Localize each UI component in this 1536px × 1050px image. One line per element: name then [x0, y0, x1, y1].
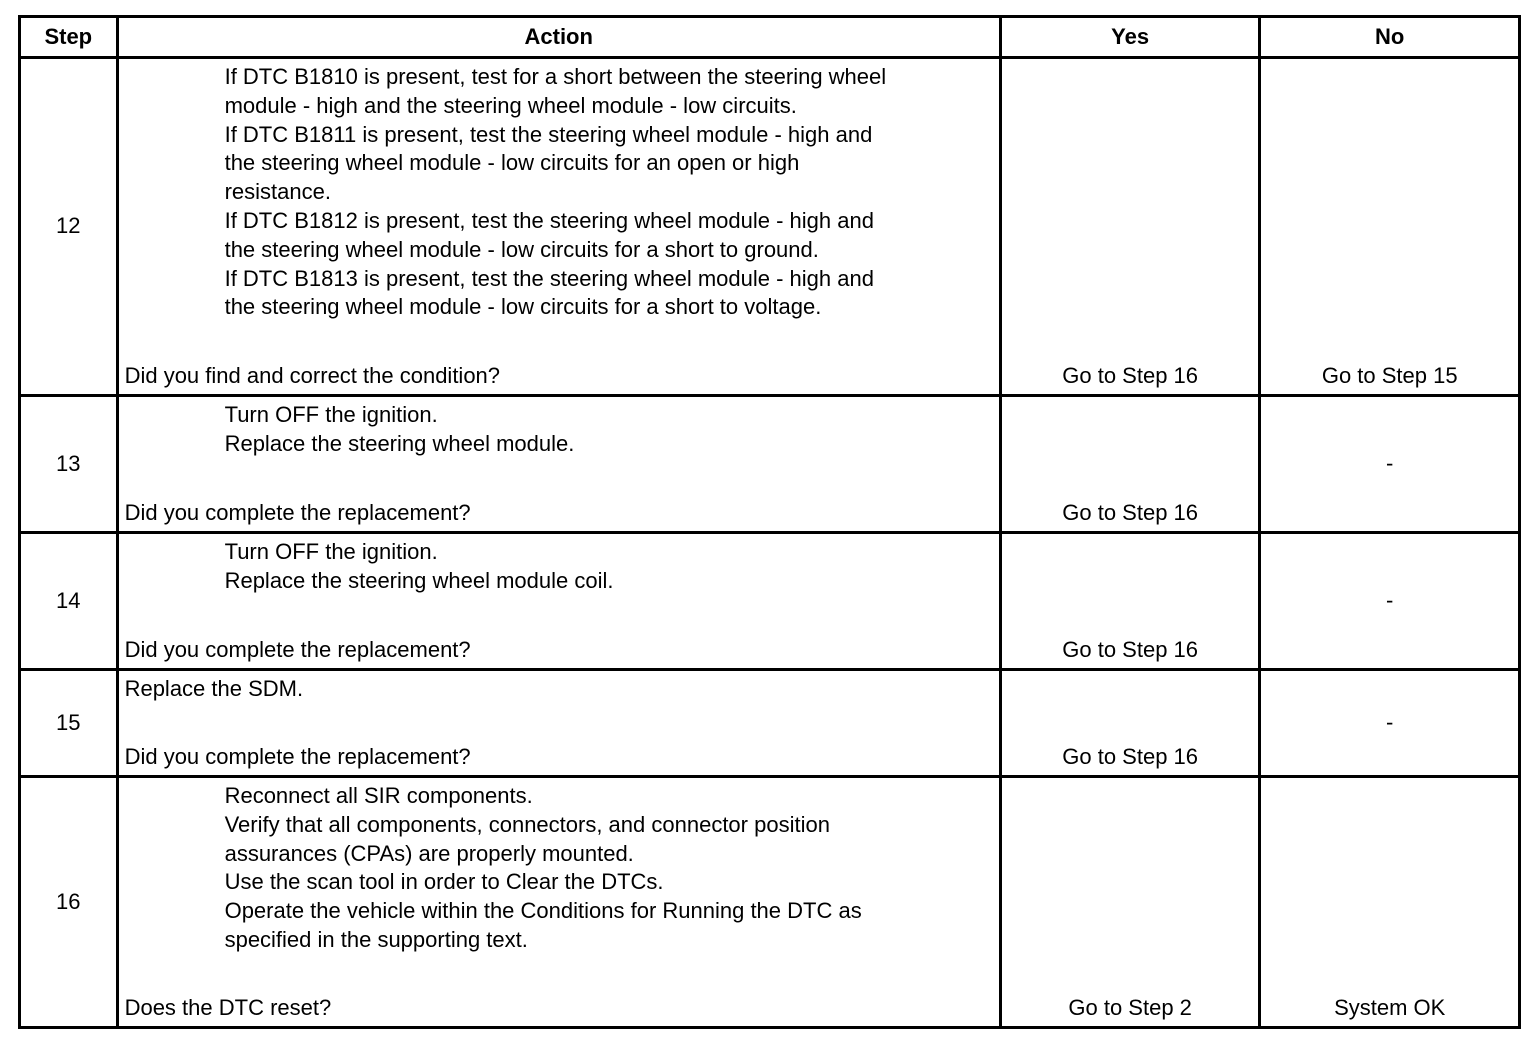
header-row	[20, 17, 1520, 58]
step-number: 13	[20, 396, 118, 533]
action-cell	[117, 670, 1000, 777]
yes-cell	[1000, 58, 1260, 396]
table-row	[20, 533, 1520, 670]
action-cell	[117, 58, 1000, 396]
yes-result: Go to Step 16	[1062, 637, 1199, 663]
step-number: 15	[20, 670, 118, 777]
instruction-line: the steering wheel module - low circuits for a short to voltage.	[224, 294, 822, 320]
header-action: Action	[117, 17, 1000, 58]
no-result: -	[1386, 450, 1394, 476]
step-number: 16	[20, 777, 118, 1028]
action-question: Did you complete the replacement?	[124, 500, 471, 526]
action-cell	[117, 533, 1000, 670]
action-question: Does the DTC reset?	[124, 995, 332, 1021]
no-cell	[1260, 533, 1520, 670]
yes-cell	[1000, 396, 1260, 533]
instruction-line: specified in the supporting text.	[224, 926, 528, 952]
action-cell	[117, 777, 1000, 1028]
action-question: Did you complete the replacement?	[124, 637, 471, 663]
no-result: Go to Step 15	[1321, 363, 1458, 389]
instruction-line: If DTC B1810 is present, test for a short between the steering wheel	[224, 64, 887, 89]
yes-result: Go to Step 16	[1062, 500, 1199, 526]
table-row	[20, 777, 1520, 1028]
action-instructions	[119, 59, 999, 322]
instruction-line: Reconnect all SIR components.	[224, 783, 533, 808]
no-cell	[1260, 58, 1520, 396]
action-instructions	[119, 534, 999, 596]
instruction-line: Replace the SDM.	[124, 676, 304, 701]
table-row	[20, 396, 1520, 533]
instruction-line: Operate the vehicle within the Conditions for Running the DTC as	[224, 898, 862, 924]
action-instructions	[119, 778, 999, 955]
action-question: Did you find and correct the condition?	[124, 363, 501, 389]
instruction-line: Replace the steering wheel module coil.	[224, 567, 614, 593]
action-cell	[117, 396, 1000, 533]
action-instructions	[119, 397, 999, 459]
instruction-line: Turn OFF the ignition.	[224, 402, 438, 427]
instruction-line: assurances (CPAs) are properly mounted.	[224, 840, 634, 866]
instruction-line: Verify that all components, connectors, and connector position	[224, 811, 830, 837]
no-result: System OK	[1334, 995, 1446, 1021]
header-step: Step	[20, 17, 118, 58]
yes-result: Go to Step 16	[1062, 744, 1199, 770]
table-row	[20, 670, 1520, 777]
no-cell	[1260, 396, 1520, 533]
step-number: 12	[20, 58, 118, 396]
yes-cell	[1000, 533, 1260, 670]
instruction-line: Use the scan tool in order to Clear the DTCs.	[224, 869, 664, 895]
instruction-line: resistance.	[224, 179, 331, 205]
instruction-line: Replace the steering wheel module.	[224, 430, 575, 456]
no-cell	[1260, 777, 1520, 1028]
header-no: No	[1260, 17, 1520, 58]
instruction-line: module - high and the steering wheel module - low circuits.	[224, 92, 797, 118]
yes-result: Go to Step 16	[1062, 363, 1199, 389]
yes-result: Go to Step 2	[1068, 995, 1192, 1021]
instruction-line: If DTC B1813 is present, test the steering wheel module - high and	[224, 265, 874, 291]
step-number: 14	[20, 533, 118, 670]
no-result: -	[1386, 587, 1394, 613]
no-cell	[1260, 670, 1520, 777]
yes-cell	[1000, 777, 1260, 1028]
instruction-line: Turn OFF the ignition.	[224, 539, 438, 564]
instruction-line: the steering wheel module - low circuits for an open or high	[224, 150, 800, 176]
instruction-line: If DTC B1812 is present, test the steering wheel module - high and	[224, 207, 874, 233]
yes-cell	[1000, 670, 1260, 777]
no-result: -	[1386, 709, 1394, 735]
instruction-line: If DTC B1811 is present, test the steering wheel module - high and	[224, 121, 873, 147]
diagnostic-table	[18, 15, 1521, 1029]
action-instructions	[119, 671, 999, 704]
header-yes: Yes	[1000, 17, 1260, 58]
table-row	[20, 58, 1520, 396]
action-question: Did you complete the replacement?	[124, 744, 471, 770]
instruction-line: the steering wheel module - low circuits for a short to ground.	[224, 236, 819, 262]
